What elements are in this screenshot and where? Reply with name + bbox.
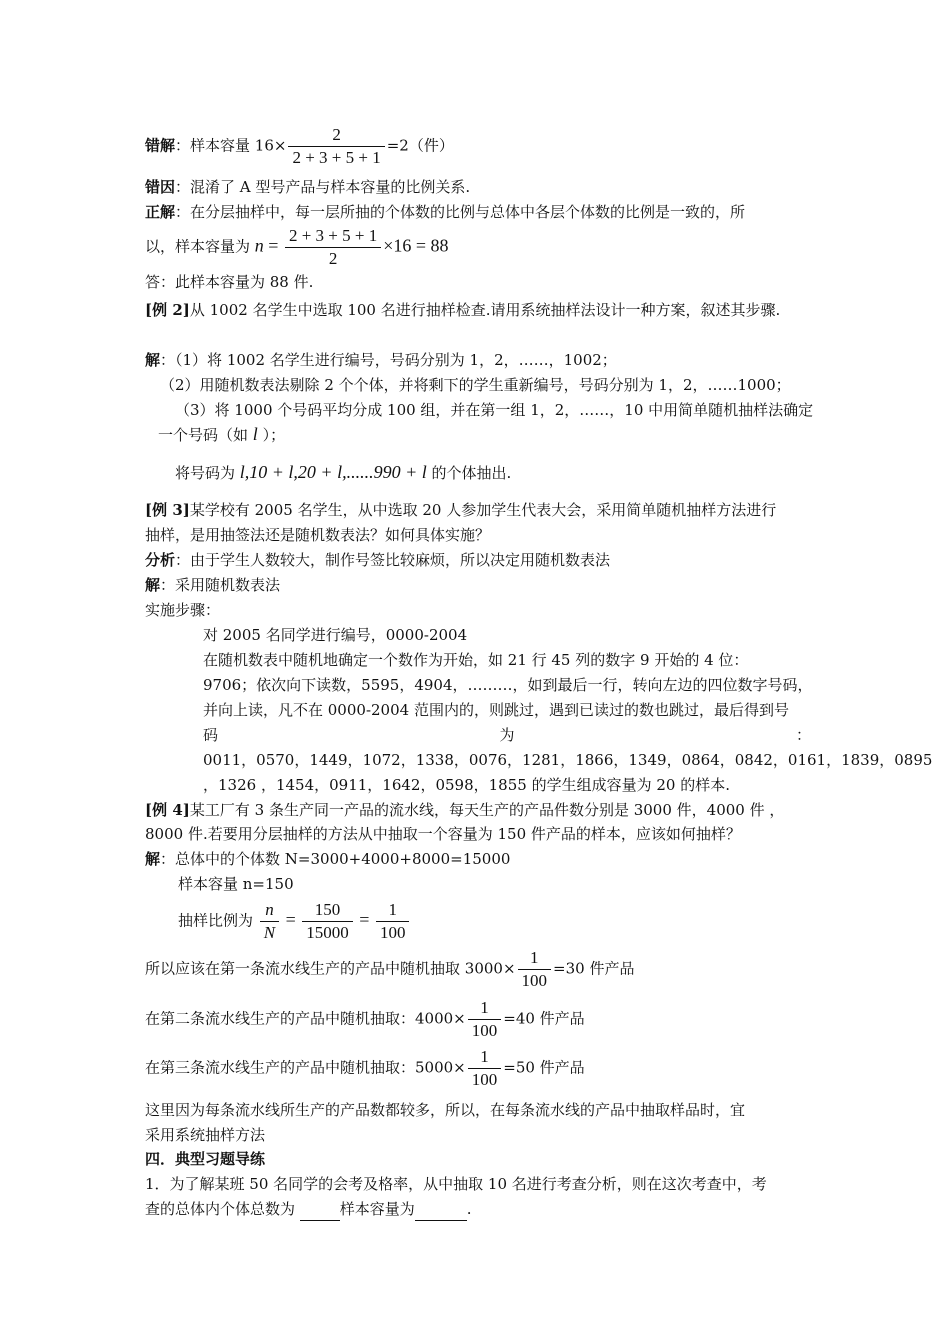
label-colon: ： xyxy=(795,726,811,744)
example-3-line-2: 抽样，是用抽签法还是随机数表法？如何具体实施？ xyxy=(145,526,491,544)
equals-sign: = xyxy=(354,909,374,930)
fraction-numerator: 1 xyxy=(468,997,502,1020)
ratio-fraction-nN xyxy=(260,899,279,944)
fraction-1-100 xyxy=(468,1046,502,1091)
correct-solution-text2: 以，样本容量为 xyxy=(145,237,255,256)
step-4-math: l,10 + l,20 + l,......990 + l xyxy=(239,462,427,482)
step-4-prefix: 将号码为 xyxy=(175,464,240,482)
ratio-fraction-150 xyxy=(302,899,353,944)
example-2-label: [例 2] xyxy=(145,301,190,319)
fraction-numerator: 1 xyxy=(518,947,552,970)
fraction-denominator: 15000 xyxy=(306,923,349,942)
fraction-denominator: 2 xyxy=(328,249,338,268)
solution-text: ：采用随机数表法 xyxy=(160,576,281,594)
example-2-line xyxy=(145,299,780,321)
line-2-sampling xyxy=(145,997,585,1042)
correct-solution-fraction xyxy=(285,225,381,270)
wrong-solution-text: ：样本容量 16× xyxy=(175,136,287,155)
example-3-line-1 xyxy=(145,499,776,521)
sample-numbers-1: 0011，0570，1449，1072，1338，0076，1281，1866，1349，0864，0842，0161，1839，0895 xyxy=(203,751,933,769)
fraction-denominator: N xyxy=(263,923,276,942)
note-line-2: 采用系统抽样方法 xyxy=(145,1126,266,1144)
steps-title: 实施步骤： xyxy=(145,601,221,619)
fraction-denominator: 100 xyxy=(471,1070,498,1089)
analysis-line xyxy=(145,549,610,571)
line-1-result: =30 件产品 xyxy=(553,959,635,978)
fraction-numerator: 1 xyxy=(468,1046,502,1069)
solution-label: 解 xyxy=(145,576,161,594)
analysis-text: ：由于学生人数较大，制作号签比较麻烦，所以决定用随机数表法 xyxy=(175,551,611,569)
step-3b-prefix: 一个号码（如 xyxy=(158,426,253,444)
correct-solution-text: ：在分层抽样中，每一层所抽的个体数的比例与总体中各层个体数的比例是一致的，所 xyxy=(175,203,746,221)
label-ma: 码 xyxy=(203,726,219,744)
line-2-result: =40 件产品 xyxy=(503,1009,585,1028)
fraction-1-100 xyxy=(518,947,552,992)
wrong-solution-line xyxy=(145,124,454,169)
example-4-label: [例 4] xyxy=(145,801,190,819)
line-3-prefix: 在第三条流水线生产的产品中随机抽取：5000× xyxy=(145,1058,466,1077)
example-3-text-1: 某学校有 2005 名学生，从中选取 20 人参加学生代表大会，采用简单随机抽样方法进行 xyxy=(189,501,777,519)
step-read-down: 9706；依次向下读数，5595，4904，………，如到最后一行，转向左边的四位数字号码， xyxy=(203,676,813,694)
fraction-1-100 xyxy=(468,997,502,1042)
fraction-denominator: 100 xyxy=(379,923,406,942)
example-4-text-1: 某工厂有 3 条生产同一产品的流水线，每天生产的产品件数分别是 3000 件，4000 件 ， xyxy=(189,801,785,819)
note-line-1: 这里因为每条流水线所生产的产品数都较多，所以，在每条流水线的产品中抽取样品时，宜 xyxy=(145,1101,746,1119)
example-2-text: 从 1002 名学生中选取 100 名进行抽样检查.请用系统抽样法设计一种方案，叙述其步骤. xyxy=(189,301,781,319)
ratio-label: 抽样比例为 xyxy=(178,911,258,930)
fraction-denominator: 100 xyxy=(471,1021,498,1040)
step-read-up: 并向上读，凡不在 0000-2004 范围内的，则跳过，遇到已读过的数也跳过，最后得到号 xyxy=(203,701,789,719)
fraction-numerator: 150 xyxy=(302,899,353,922)
example-2-step-4 xyxy=(175,461,511,484)
fraction-denominator: 100 xyxy=(521,971,548,990)
equals-sign: = xyxy=(263,235,283,256)
example-4-solution xyxy=(145,848,510,870)
solution-label: 解 xyxy=(145,351,161,369)
error-cause-line xyxy=(145,176,470,198)
wrong-solution-result: =2（件） xyxy=(386,136,454,155)
wrong-solution-fraction xyxy=(288,124,384,169)
example-2-step-1 xyxy=(145,349,617,371)
line-1-sampling xyxy=(145,947,634,992)
answer-line: 答：此样本容量为 88 件. xyxy=(145,273,314,291)
step-4-suffix: 的个体抽出. xyxy=(426,464,512,482)
example-2-step-3: （3）将 1000 个号码平均分成 100 组，并在第一组 1，2，……，10 中用简单随机抽样法确定 xyxy=(175,401,814,419)
correct-solution-label: 正解 xyxy=(145,203,176,221)
sample-size: 样本容量 n=150 xyxy=(178,875,294,893)
line-2-prefix: 在第二条流水线生产的产品中随机抽取：4000× xyxy=(145,1009,466,1028)
fraction-denominator: 2 + 3 + 5 + 1 xyxy=(292,148,381,167)
example-2-step-3b xyxy=(158,423,285,446)
example-2-step-2: （2）用随机数表法剔除 2 个个体，并将剩下的学生重新编号，号码分别为 1，2，……1000； xyxy=(160,376,791,394)
section-heading: 四．典型习题导练 xyxy=(145,1150,266,1168)
question-1-part-1: 查的总体内个体总数为 xyxy=(145,1200,300,1218)
question-1-part-2: 样本容量为 xyxy=(339,1200,415,1218)
variable-n: n xyxy=(254,235,264,256)
question-1-line-2 xyxy=(145,1198,472,1221)
question-1-line-1: 1．为了解某班 50 名同学的会考及格率，从中抽取 10 名进行考查分析，则在这次考查中，考 xyxy=(145,1175,767,1193)
question-1-period: . xyxy=(466,1200,472,1218)
sampling-ratio-line xyxy=(178,899,411,944)
step-3b-suffix: ）； xyxy=(257,426,286,444)
solution-label: 解 xyxy=(145,850,161,868)
step-random-start: 在随机数表中随机地确定一个数作为开始，如 21 行 45 列的数字 9 开始的 4 位： xyxy=(203,651,749,669)
correct-solution-formula-line xyxy=(145,225,449,270)
example-4-line-2: 8000 件.若要用分层抽样的方法从中抽取一个容量为 150 件产品的样本，应该如何抽样？ xyxy=(145,825,741,843)
step-numbers-label xyxy=(203,724,811,746)
fraction-numerator: 2 + 3 + 5 + 1 xyxy=(285,225,381,248)
example-3-solution xyxy=(145,574,280,596)
step-numbering: 对 2005 名同学进行编号，0000-2004 xyxy=(203,626,468,644)
line-1-prefix: 所以应该在第一条流水线生产的产品中随机抽取 3000× xyxy=(145,959,516,978)
example-3-label: [例 3] xyxy=(145,501,190,519)
error-cause-label: 错因 xyxy=(145,178,176,196)
line-3-result: =50 件产品 xyxy=(503,1058,585,1077)
answer-blank-sample-size[interactable] xyxy=(415,1198,467,1221)
example-4-line-1 xyxy=(145,799,784,821)
correct-solution-line xyxy=(145,201,745,223)
label-wei: 为 xyxy=(499,726,515,744)
correct-solution-result: ×16 = 88 xyxy=(383,235,449,256)
fraction-numerator: 2 xyxy=(288,124,384,147)
sample-numbers-2: ，1326 ，1454，0911，1642，0598，1855 的学生组成容量为 20 的样本. xyxy=(203,776,730,794)
analysis-label: 分析 xyxy=(145,551,176,569)
step-1-text: ：（1）将 1002 名学生进行编号，号码分别为 1，2，……，1002； xyxy=(160,351,617,369)
variable-l: l xyxy=(252,424,258,444)
answer-blank-population[interactable] xyxy=(300,1198,340,1221)
population-size: ：总体中的个体数 N=3000+4000+8000=15000 xyxy=(160,850,511,868)
fraction-numerator: n xyxy=(260,899,279,922)
wrong-solution-label: 错解 xyxy=(145,136,176,155)
fraction-numerator: 1 xyxy=(376,899,410,922)
line-3-sampling xyxy=(145,1046,585,1091)
ratio-fraction-1-100 xyxy=(376,899,410,944)
equals-sign: = xyxy=(281,909,301,930)
error-cause-text: ：混淆了 A 型号产品与样本容量的比例关系. xyxy=(175,178,471,196)
